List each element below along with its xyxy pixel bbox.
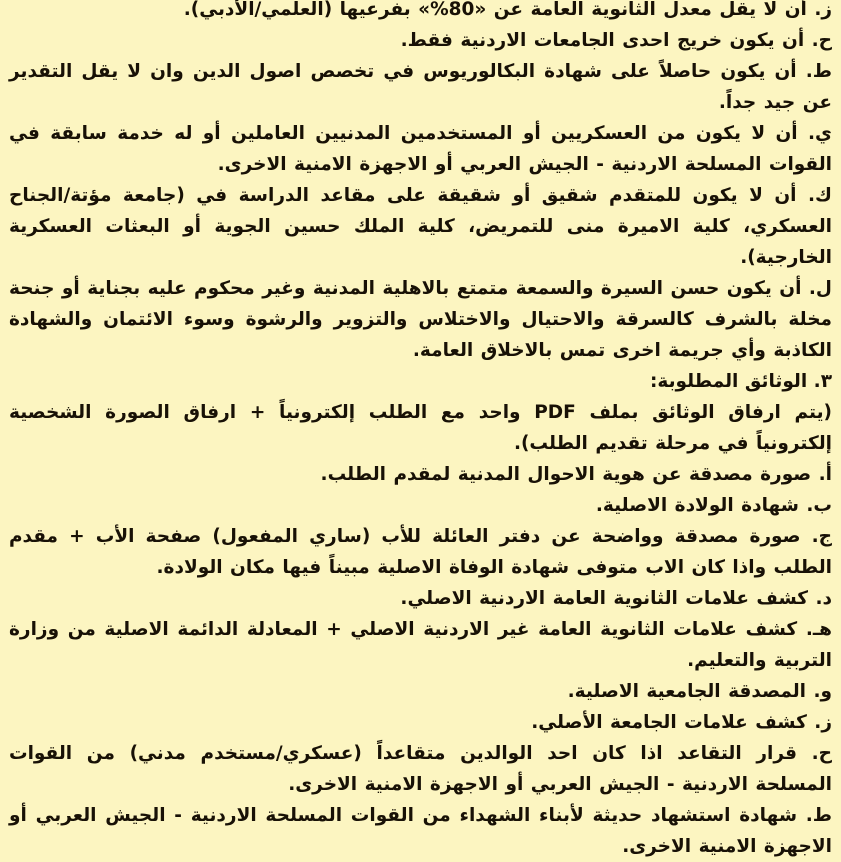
note-pdf-attachment: (يتم ارفاق الوثائق بملف PDF واحد مع الطلب إلكترونياً + ارفاق الصورة الشخصية إلكترونياً في مرحلة تقديم الطلب). [9,402,832,454]
list-item-k-sibling: ك. أن لا يكون للمتقدم شقيق أو شقيقة على مقاعد الدراسة في (جامعة مؤتة/الجناح العسكري، كلية الاميرة منى للتمريض، كلية الملك حسين الجوية أو البعثات العسكرية الخارجية). [9,185,832,268]
section-heading-required-documents: ٣. الوثائق المطلوبة: [649,371,832,392]
doc-item-j-family-book: ج. صورة مصدقة وواضحة عن دفتر العائلة للأب (ساري المفعول) صفحة الأب + مقدم الطلب واذا كان الاب متوفى شهادة الوفاة الاصلية مبيناً فيها مكان الولادة. [9,526,832,578]
list-item-y-military-service: ي. أن لا يكون من العسكريين أو المستخدمين المدنيين العاملين أو له خدمة سابقة في القوات المسلحة الاردنية - الجيش العربي أو الاجهزة الامنية الاخرى. [9,123,832,175]
doc-item-b-birth-certificate: ب. شهادة الولادة الاصلية. [595,495,832,516]
doc-item-d-jordanian-transcript: د. كشف علامات الثانوية العامة الاردنية الاصلي. [400,588,832,609]
list-item-h-university: ح. أن يكون خريج احدى الجامعات الاردنية فقط. [400,30,832,51]
doc-item-t-martyr-certificate: ط. شهادة استشهاد حديثة لأبناء الشهداء من القوات المسلحة الاردنية - الجيش العربي أو الاجهزة الامنية الاخرى. [9,805,832,857]
list-item-z-grade: ز. أن لا يقل معدل الثانوية العامة عن «80%» بفرعيها (العلمي/الأدبي). [183,0,832,20]
doc-item-z-university-transcript: ز. كشف علامات الجامعة الأصلي. [531,712,832,733]
doc-item-w-university-certificate: و. المصدقة الجامعية الاصلية. [567,681,832,702]
doc-item-h-non-jordanian-transcript: هـ. كشف علامات الثانوية العامة غير الاردنية الاصلي + المعادلة الدائمة الاصلية من وزارة التربية والتعليم. [9,619,832,671]
doc-item-a-civil-id: أ. صورة مصدقة عن هوية الاحوال المدنية لمقدم الطلب. [320,464,832,485]
list-item-l-conduct: ل. أن يكون حسن السيرة والسمعة متمتع بالاهلية المدنية وغير محكوم عليه بجناية أو جنحة مخلة بالشرف كالسرقة والاحتيال والاختلاس والتزوير والرشوة وسوء الائتمان والشهادة الكاذبة وأي جريمة اخرى تمس بالاخلاق العامة. [9,278,832,361]
doc-item-h-retirement-decision: ح. قرار التقاعد اذا كان احد الوالدين متقاعداً (عسكري/مستخدم مدني) من القوات المسلحة الاردنية - الجيش العربي أو الاجهزة الامنية الاخرى. [9,743,832,795]
list-item-t-bachelor: ط. أن يكون حاصلاً على شهادة البكالوريوس في تخصص اصول الدين وان لا يقل التقدير عن جيد جداً. [9,61,832,113]
